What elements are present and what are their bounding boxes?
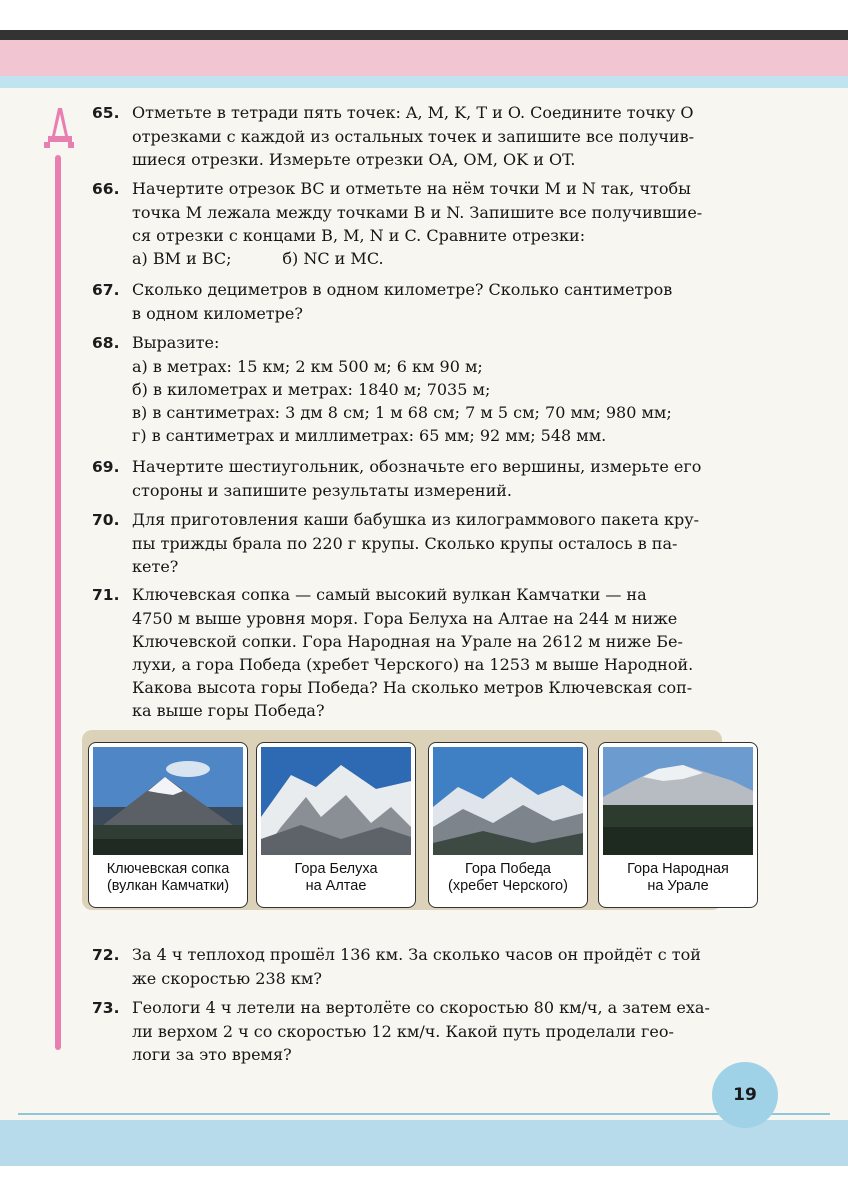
page-number: 19: [733, 1085, 757, 1105]
problem-number: 67.: [92, 281, 120, 299]
problem-text-line: Начертите шестиугольник, обозначьте его вершины, измерьте его: [132, 457, 702, 476]
photo-caption-line: Гора Белуха: [294, 861, 378, 877]
problem-text-line: в) в сантиметрах: 3 дм 8 см; 1 м 68 см; 7 м 5 см; 70 мм; 980 мм;: [132, 403, 672, 422]
problem-text-line: Начертите отрезок BC и отметьте на нём точки M и N так, чтобы: [132, 179, 691, 198]
problem-text-line: 4750 м выше уровня моря. Гора Белуха на Алтае на 244 м ниже: [132, 609, 678, 628]
problem-number: 69.: [92, 458, 120, 476]
problem-number: 68.: [92, 334, 120, 352]
problem-70: [92, 508, 782, 578]
page-number-badge: [712, 1062, 778, 1128]
problem-text-line: б) в километрах и метрах: 1840 м; 7035 м;: [132, 380, 491, 399]
chapter-letter-icon: [40, 100, 74, 150]
problem-number: 72.: [92, 946, 120, 964]
problem-67: [92, 278, 782, 325]
photo-caption-line: Ключевская сопка: [106, 861, 230, 877]
problem-text-line: За 4 ч теплоход прошёл 136 км. За сколько часов он пройдёт с той: [132, 945, 701, 964]
problem-text-line: Какова высота горы Победа? На сколько метров Ключевская соп-: [132, 678, 693, 697]
problem-number: 65.: [92, 104, 120, 122]
problem-number: 70.: [92, 511, 120, 529]
problem-number: 66.: [92, 180, 120, 198]
mountain-photo: [433, 747, 583, 855]
volcano-photo: [93, 747, 243, 855]
photo-caption-line: Гора Победа: [464, 861, 551, 877]
problem-text-line: стороны и запишите результаты измерений.: [132, 481, 512, 500]
top-edge: [0, 0, 848, 38]
problem-text-line: лухи, а гора Победа (хребет Черского) на 1253 м выше Народной.: [132, 655, 694, 674]
problem-text-line: логи за это время?: [132, 1045, 292, 1064]
problem-65: [92, 101, 782, 171]
problem-text-line: Ключевской сопки. Гора Народная на Урале на 2612 м ниже Бе-: [132, 632, 683, 651]
photo-caption-line: на Алтае: [305, 878, 367, 894]
problem-text-line: ка выше горы Победа?: [132, 701, 325, 720]
header-band-pink: [0, 40, 848, 80]
problem-66: [92, 177, 782, 270]
header-band-blue: [0, 76, 848, 88]
footer-band: [0, 1120, 848, 1166]
problem-text-line: пы трижды брала по 220 г крупы. Сколько крупы осталось в па-: [132, 534, 678, 553]
problem-69: [92, 455, 782, 502]
photo-narodnaya: [598, 742, 758, 908]
photo-caption-line: на Урале: [647, 878, 709, 894]
problem-text-line: Для приготовления каши бабушка из килограммового пакета кру-: [132, 510, 700, 529]
mountain-photo: [261, 747, 411, 855]
problem-text-line: отрезками с каждой из остальных точек и запишите все получив-: [132, 127, 694, 146]
problem-text-line: шиеся отрезки. Измерьте отрезки OA, OM, OK и OT.: [132, 150, 576, 169]
photo-caption-line: Гора Народная: [627, 861, 729, 877]
bottom-edge: [0, 1166, 848, 1200]
mountain-photo: [603, 747, 753, 855]
problem-text-line: Выразите:: [132, 333, 220, 352]
photo-caption-line: (вулкан Камчатки): [106, 878, 230, 894]
problem-text-line: в одном километре?: [132, 304, 303, 323]
problem-number: 73.: [92, 999, 120, 1017]
problem-text-line: а) в метрах: 15 км; 2 км 500 м; 6 км 90 м;: [132, 357, 483, 376]
problem-73: [92, 996, 782, 1066]
problem-68: [92, 331, 782, 447]
problem-text-line: ся отрезки с концами B, M, N и C. Сравните отрезки:: [132, 226, 586, 245]
problem-72: [92, 943, 782, 990]
footer-rule: [18, 1113, 830, 1115]
problem-text-line: Отметьте в тетради пять точек: A, M, K, T и O. Соедините точку O: [132, 103, 694, 122]
problem-text-line: Ключевская сопка — самый высокий вулкан Камчатки — на: [132, 585, 647, 604]
problem-text-line: Сколько дециметров в одном километре? Сколько сантиметров: [132, 280, 673, 299]
problem-text-line: точка M лежала между точками B и N. Запишите все получившие-: [132, 203, 703, 222]
photo-caption-line: (хребет Черского): [448, 878, 568, 894]
problem-text-line: г) в сантиметрах и миллиметрах: 65 мм; 92 мм; 548 мм.: [132, 426, 607, 445]
photo-belukha: [256, 742, 416, 908]
problem-text-line: а) BM и BC; б) NC и MC.: [132, 249, 384, 268]
margin-bar: [55, 155, 61, 1050]
problem-71: [92, 583, 782, 722]
problem-text-line: кете?: [132, 557, 179, 576]
photo-klyuchevskaya: [88, 742, 248, 908]
problem-text-line: же скоростью 238 км?: [132, 969, 322, 988]
photo-pobeda: [428, 742, 588, 908]
problem-text-line: Геологи 4 ч летели на вертолёте со скоростью 80 км/ч, а затем еха-: [132, 998, 710, 1017]
problem-number: 71.: [92, 586, 120, 604]
problem-text-line: ли верхом 2 ч со скоростью 12 км/ч. Какой путь проделали гео-: [132, 1022, 674, 1041]
